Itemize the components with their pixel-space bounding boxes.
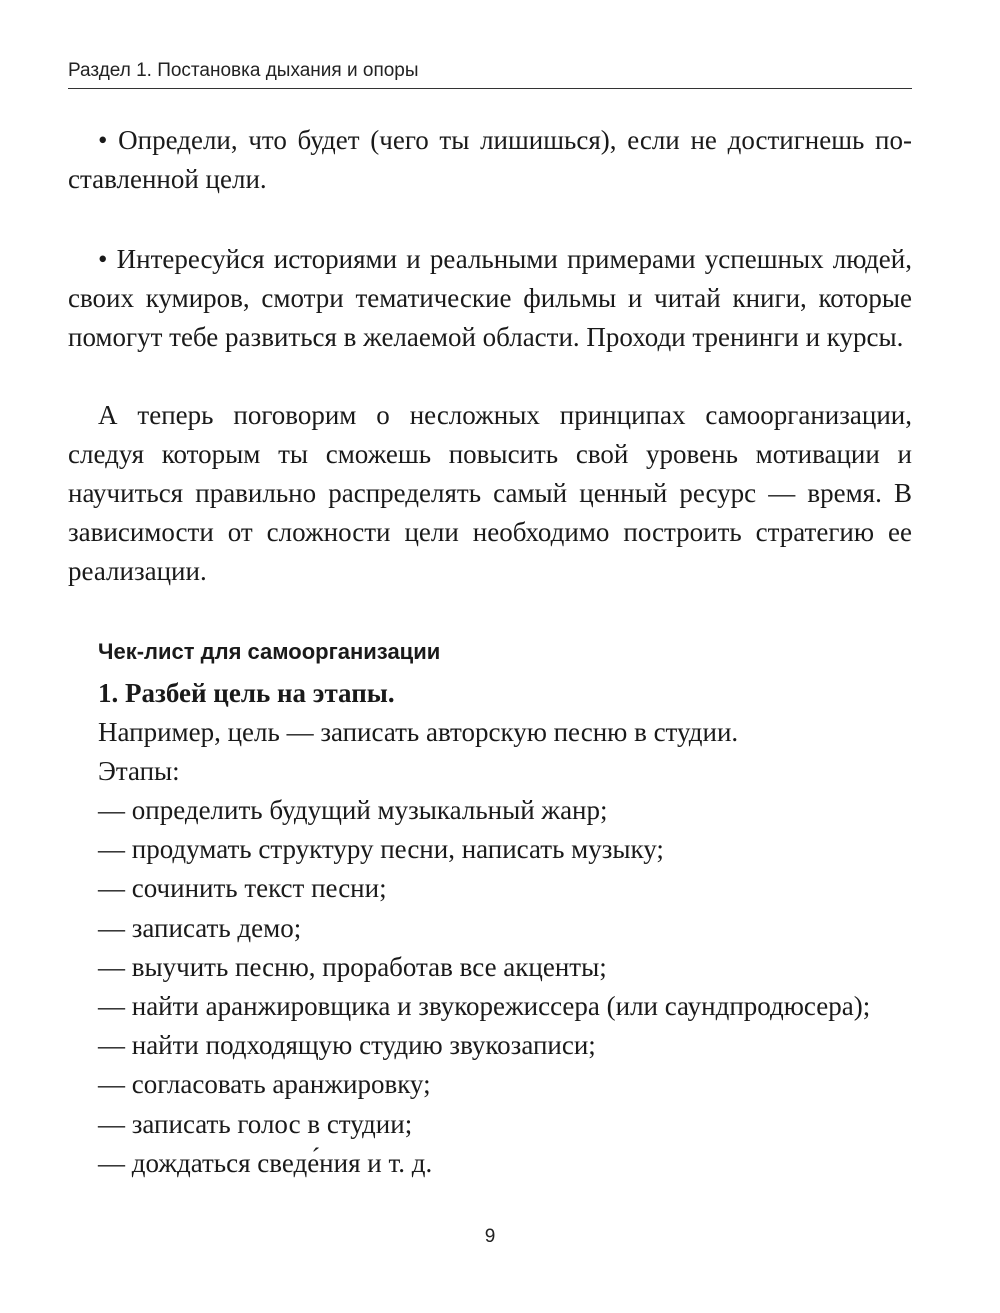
list-item: — выучить песню, проработав все акценты; <box>98 951 607 982</box>
example-line: Например, цель — записать авторскую песню в студии. <box>98 717 739 747</box>
header-divider <box>68 88 912 89</box>
page-number: 9 <box>484 1226 496 1247</box>
list-item: — определить будущий музыкальный жанр; <box>98 795 608 825</box>
list-item: — дождаться сведе́ния и т. д. <box>98 1147 433 1178</box>
list-item: — продумать структуру песни, написать музыку; <box>98 834 664 865</box>
list-item: — найти подходящую студию звукозаписи; <box>98 1030 596 1061</box>
paragraph-consequences <box>68 121 912 199</box>
list-item: — найти аранжировщика и звукорежиссера (или саундпродюсера); <box>98 991 871 1022</box>
list-item: — сочинить текст песни; <box>98 873 387 904</box>
running-header: Раздел 1. Постановка дыхания и опоры <box>68 60 419 81</box>
step-title: 1. Разбей цель на этапы. <box>98 678 395 708</box>
checklist-title: Чек-лист для самоорганизации <box>98 639 441 664</box>
stages-label: Этапы: <box>98 756 180 786</box>
list-item: — записать голос в студии; <box>98 1108 413 1139</box>
list-item: — согласовать аранжировку; <box>98 1069 431 1100</box>
paragraph-self-organization <box>68 396 912 591</box>
paragraph-inspiration <box>68 240 912 357</box>
stages-list <box>98 791 870 1183</box>
paragraph-text: • Определи, что будет (чего ты лишишься), если не достигнешь поставленной цели. <box>68 125 912 194</box>
paragraph-text: А теперь поговорим о несложных принципах самоорганизации, следуя которым ты сможешь повысить свой уровень мотивации и научиться правильно распределять самый ценный ресурс — время. В зависимости от сложности цели необходимо построить стратегию ее реализации. <box>68 400 912 586</box>
paragraph-text: • Интересуйся историями и реальными примерами успешных людей, своих кумиров, смотри тематические фильмы и читай книги, которые помогут тебе развиться в желаемой области. Проходи тренинги и курсы. <box>68 244 912 352</box>
list-item: — записать демо; <box>98 912 302 943</box>
